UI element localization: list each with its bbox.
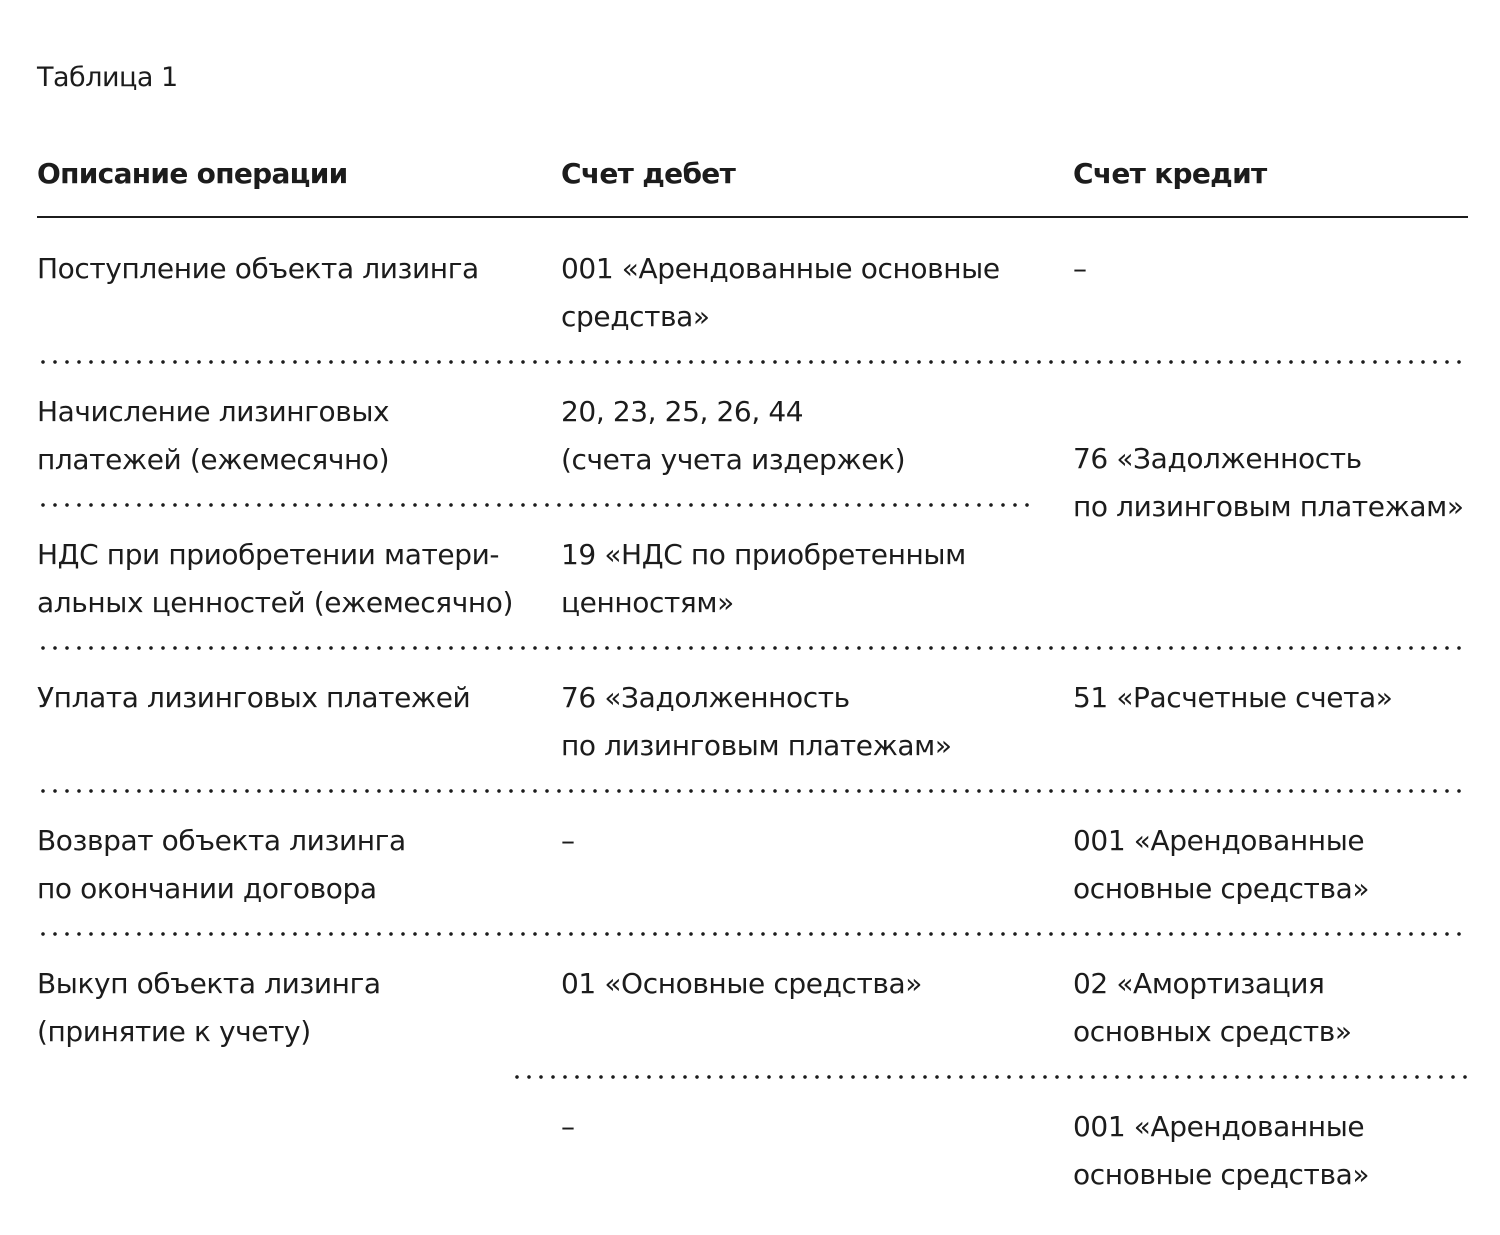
header-debit: Счет дебет — [561, 157, 736, 190]
text-line: 51 «Расчетные счета» — [1073, 681, 1393, 714]
text-line: по лизинговым платежам» — [1073, 489, 1464, 523]
cell-vat-description — [37, 531, 513, 626]
text-line: основные средства» — [1073, 1157, 1370, 1191]
cell-return-description — [37, 817, 406, 912]
cell-buyout-second-debit — [561, 1103, 575, 1151]
cell-accrual-description — [37, 388, 389, 483]
cell-receipt-description — [37, 245, 479, 293]
cell-return-debit — [561, 817, 575, 865]
text-line: основных средств» — [1073, 1014, 1352, 1048]
text-line: платежей (ежемесячно) — [37, 442, 390, 476]
header-divider — [37, 216, 1468, 218]
header-description: Описание операции — [37, 157, 348, 190]
row-divider-partial — [37, 502, 1033, 508]
cell-payment-credit — [1073, 674, 1392, 722]
cell-payment-debit — [561, 674, 952, 769]
table-caption: Таблица 1 — [37, 62, 178, 93]
cell-buyout-debit — [561, 960, 922, 1008]
row-divider — [37, 359, 1468, 365]
cell-return-credit — [1073, 817, 1369, 912]
text-line: 01 «Основные средства» — [561, 967, 923, 1000]
text-line: альных ценностей (ежемесячно) — [37, 585, 513, 619]
cell-buyout-second-credit — [1073, 1103, 1369, 1198]
cell-receipt-debit — [561, 245, 1000, 340]
row-divider — [37, 931, 1468, 937]
row-divider-partial — [511, 1074, 1468, 1080]
text-line: 76 «Задолженность — [1073, 442, 1362, 475]
text-line: (счета учета издержек) — [561, 442, 906, 476]
cell-receipt-credit — [1073, 245, 1087, 293]
cell-buyout-description — [37, 960, 381, 1055]
text-line: Выкуп объекта лизинга — [37, 967, 381, 1000]
text-line: – — [1073, 252, 1087, 285]
text-line: – — [561, 1110, 575, 1143]
text-line: 02 «Амортизация — [1073, 967, 1325, 1000]
text-line: Поступление объекта лизинга — [37, 252, 479, 285]
text-line: ценностям» — [561, 585, 734, 619]
text-line: – — [561, 824, 575, 857]
text-line: по лизинговым платежам» — [561, 728, 952, 762]
text-line: средства» — [561, 299, 710, 333]
text-line: 001 «Арендованные — [1073, 1110, 1365, 1143]
cell-buyout-credit — [1073, 960, 1352, 1055]
text-line: 20, 23, 25, 26, 44 — [561, 395, 804, 428]
cell-shared-credit — [1073, 435, 1464, 530]
cell-payment-description — [37, 674, 470, 722]
row-divider — [37, 788, 1468, 794]
text-line: 76 «Задолженность — [561, 681, 850, 714]
text-line: НДС при приобретении матери- — [37, 538, 500, 571]
text-line: 001 «Арендованные основные — [561, 252, 1000, 285]
text-line: (принятие к учету) — [37, 1014, 311, 1048]
text-line: Начисление лизинговых — [37, 395, 390, 428]
text-line: 001 «Арендованные — [1073, 824, 1365, 857]
cell-vat-debit — [561, 531, 966, 626]
text-line: основные средства» — [1073, 871, 1370, 905]
header-credit: Счет кредит — [1073, 157, 1267, 190]
cell-accrual-debit — [561, 388, 905, 483]
text-line: Уплата лизинговых платежей — [37, 681, 471, 714]
text-line: по окончании договора — [37, 871, 377, 905]
row-divider — [37, 645, 1468, 651]
text-line: 19 «НДС по приобретенным — [561, 538, 966, 571]
text-line: Возврат объекта лизинга — [37, 824, 406, 857]
